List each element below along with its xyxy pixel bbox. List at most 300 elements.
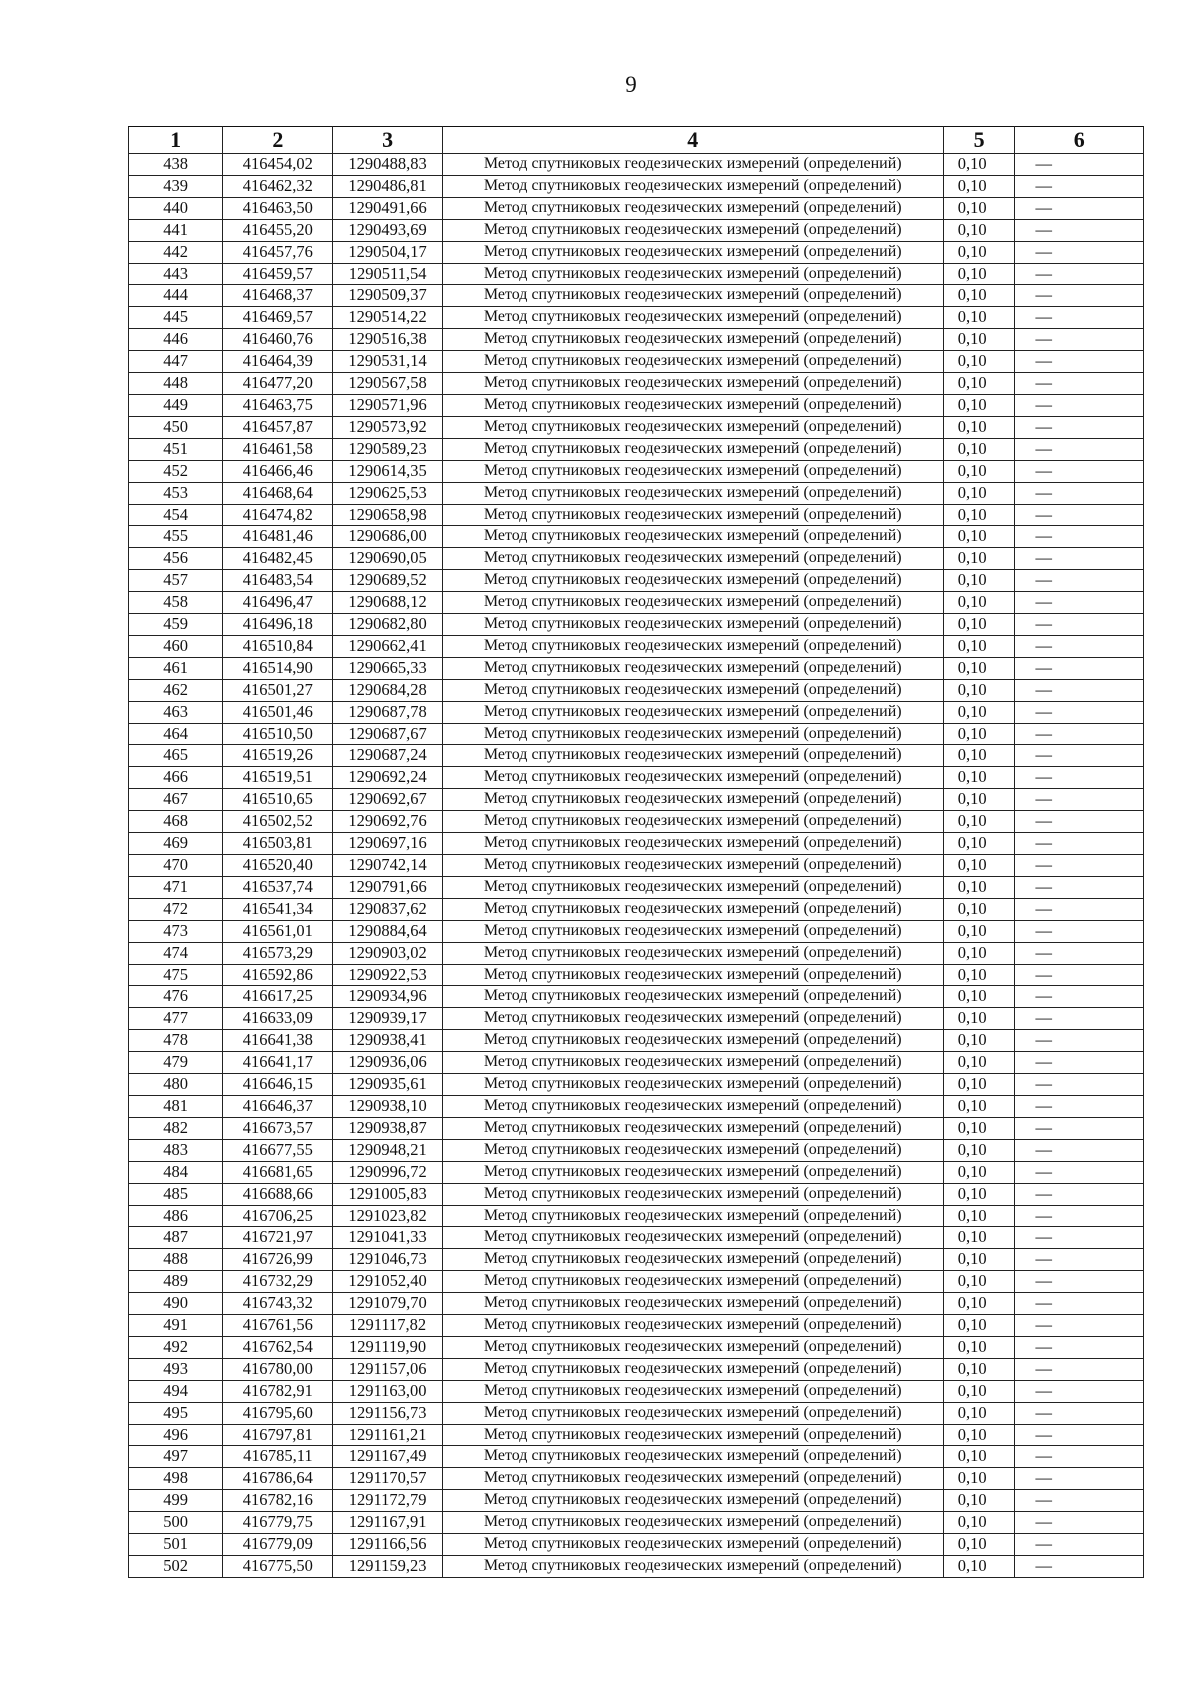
formula-cell: —: [1015, 898, 1144, 920]
header-col-5: 5: [943, 127, 1015, 154]
method-cell: Метод спутниковых геодезических измерений (определений): [442, 701, 943, 723]
y-coordinate-cell: 1291079,70: [333, 1293, 442, 1315]
precision-cell: 0,10: [943, 745, 1015, 767]
method-cell: Метод спутниковых геодезических измерений (определений): [442, 833, 943, 855]
x-coordinate-cell: 416469,57: [223, 307, 333, 329]
method-cell: Метод спутниковых геодезических измерений (определений): [442, 614, 943, 636]
formula-cell: —: [1015, 855, 1144, 877]
y-coordinate-cell: 1290682,80: [333, 614, 442, 636]
method-cell: Метод спутниковых геодезических измерений (определений): [442, 307, 943, 329]
header-col-3: 3: [333, 127, 442, 154]
precision-cell: 0,10: [943, 767, 1015, 789]
point-number-cell: 478: [129, 1030, 223, 1052]
y-coordinate-cell: 1291005,83: [333, 1183, 442, 1205]
precision-cell: 0,10: [943, 1424, 1015, 1446]
precision-cell: 0,10: [943, 1052, 1015, 1074]
method-cell: Метод спутниковых геодезических измерений (определений): [442, 1402, 943, 1424]
formula-cell: —: [1015, 482, 1144, 504]
x-coordinate-cell: 416780,00: [223, 1358, 333, 1380]
y-coordinate-cell: 1290514,22: [333, 307, 442, 329]
method-cell: Метод спутниковых геодезических измерений (определений): [442, 1117, 943, 1139]
point-number-cell: 495: [129, 1402, 223, 1424]
table-row: [129, 175, 1144, 197]
formula-cell: —: [1015, 986, 1144, 1008]
point-number-cell: 501: [129, 1534, 223, 1556]
x-coordinate-cell: 416573,29: [223, 942, 333, 964]
precision-cell: 0,10: [943, 1446, 1015, 1468]
formula-cell: —: [1015, 175, 1144, 197]
point-number-cell: 484: [129, 1161, 223, 1183]
precision-cell: 0,10: [943, 329, 1015, 351]
formula-cell: —: [1015, 1490, 1144, 1512]
y-coordinate-cell: 1290491,66: [333, 197, 442, 219]
formula-cell: —: [1015, 789, 1144, 811]
method-cell: Метод спутниковых геодезических измерений (определений): [442, 767, 943, 789]
method-cell: Метод спутниковых геодезических измерений (определений): [442, 329, 943, 351]
precision-cell: 0,10: [943, 679, 1015, 701]
y-coordinate-cell: 1290936,06: [333, 1052, 442, 1074]
table-row: [129, 548, 1144, 570]
point-number-cell: 494: [129, 1380, 223, 1402]
precision-cell: 0,10: [943, 723, 1015, 745]
x-coordinate-cell: 416457,76: [223, 241, 333, 263]
table-row: [129, 416, 1144, 438]
x-coordinate-cell: 416481,46: [223, 526, 333, 548]
x-coordinate-cell: 416510,84: [223, 635, 333, 657]
precision-cell: 0,10: [943, 197, 1015, 219]
y-coordinate-cell: 1290571,96: [333, 394, 442, 416]
method-cell: Метод спутниковых геодезических измерений (определений): [442, 745, 943, 767]
point-number-cell: 451: [129, 438, 223, 460]
x-coordinate-cell: 416743,32: [223, 1293, 333, 1315]
method-cell: Метод спутниковых геодезических измерений (определений): [442, 570, 943, 592]
y-coordinate-cell: 1290935,61: [333, 1074, 442, 1096]
method-cell: Метод спутниковых геодезических измерений (определений): [442, 1030, 943, 1052]
y-coordinate-cell: 1291167,91: [333, 1512, 442, 1534]
x-coordinate-cell: 416502,52: [223, 811, 333, 833]
table-row: [129, 1117, 1144, 1139]
y-coordinate-cell: 1290692,67: [333, 789, 442, 811]
table-row: [129, 1358, 1144, 1380]
point-number-cell: 473: [129, 920, 223, 942]
formula-cell: —: [1015, 1512, 1144, 1534]
method-cell: Метод спутниковых геодезических измерений (определений): [442, 635, 943, 657]
point-number-cell: 464: [129, 723, 223, 745]
x-coordinate-cell: 416782,16: [223, 1490, 333, 1512]
formula-cell: —: [1015, 767, 1144, 789]
precision-cell: 0,10: [943, 1074, 1015, 1096]
x-coordinate-cell: 416463,50: [223, 197, 333, 219]
y-coordinate-cell: 1291167,49: [333, 1446, 442, 1468]
method-cell: Метод спутниковых геодезических измерений (определений): [442, 1205, 943, 1227]
table-row: [129, 570, 1144, 592]
method-cell: Метод спутниковых геодезических измерений (определений): [442, 964, 943, 986]
x-coordinate-cell: 416721,97: [223, 1227, 333, 1249]
table-row: [129, 964, 1144, 986]
y-coordinate-cell: 1290938,87: [333, 1117, 442, 1139]
table-row: [129, 526, 1144, 548]
table-row: [129, 833, 1144, 855]
table-row: [129, 1095, 1144, 1117]
point-number-cell: 502: [129, 1556, 223, 1578]
method-cell: Метод спутниковых геодезических измерений (определений): [442, 920, 943, 942]
x-coordinate-cell: 416468,37: [223, 285, 333, 307]
method-cell: Метод спутниковых геодезических измерений (определений): [442, 219, 943, 241]
formula-cell: —: [1015, 307, 1144, 329]
method-cell: Метод спутниковых геодезических измерений (определений): [442, 986, 943, 1008]
formula-cell: —: [1015, 1336, 1144, 1358]
table-row: [129, 745, 1144, 767]
method-cell: Метод спутниковых геодезических измерений (определений): [442, 723, 943, 745]
precision-cell: 0,10: [943, 351, 1015, 373]
table-row: [129, 460, 1144, 482]
method-cell: Метод спутниковых геодезических измерений (определений): [442, 1315, 943, 1337]
precision-cell: 0,10: [943, 1183, 1015, 1205]
x-coordinate-cell: 416641,17: [223, 1052, 333, 1074]
y-coordinate-cell: 1290686,00: [333, 526, 442, 548]
method-cell: Метод спутниковых геодезических измерений (определений): [442, 1556, 943, 1578]
point-number-cell: 498: [129, 1468, 223, 1490]
formula-cell: —: [1015, 373, 1144, 395]
formula-cell: —: [1015, 351, 1144, 373]
formula-cell: —: [1015, 942, 1144, 964]
x-coordinate-cell: 416519,26: [223, 745, 333, 767]
y-coordinate-cell: 1290531,14: [333, 351, 442, 373]
precision-cell: 0,10: [943, 1512, 1015, 1534]
y-coordinate-cell: 1290791,66: [333, 876, 442, 898]
point-number-cell: 470: [129, 855, 223, 877]
formula-cell: —: [1015, 1117, 1144, 1139]
precision-cell: 0,10: [943, 241, 1015, 263]
formula-cell: —: [1015, 1293, 1144, 1315]
method-cell: Метод спутниковых геодезических измерений (определений): [442, 1534, 943, 1556]
x-coordinate-cell: 416537,74: [223, 876, 333, 898]
method-cell: Метод спутниковых геодезических измерений (определений): [442, 394, 943, 416]
method-cell: Метод спутниковых геодезических измерений (определений): [442, 504, 943, 526]
formula-cell: —: [1015, 1074, 1144, 1096]
method-cell: Метод спутниковых геодезических измерений (определений): [442, 679, 943, 701]
point-number-cell: 457: [129, 570, 223, 592]
formula-cell: —: [1015, 285, 1144, 307]
precision-cell: 0,10: [943, 1358, 1015, 1380]
header-col-4: 4: [442, 127, 943, 154]
method-cell: Метод спутниковых геодезических измерений (определений): [442, 1008, 943, 1030]
precision-cell: 0,10: [943, 154, 1015, 176]
header-col-6: 6: [1015, 127, 1144, 154]
point-number-cell: 474: [129, 942, 223, 964]
precision-cell: 0,10: [943, 1380, 1015, 1402]
table-row: [129, 920, 1144, 942]
point-number-cell: 477: [129, 1008, 223, 1030]
table-row: [129, 898, 1144, 920]
formula-cell: —: [1015, 1008, 1144, 1030]
method-cell: Метод спутниковых геодезических измерений (определений): [442, 263, 943, 285]
formula-cell: —: [1015, 263, 1144, 285]
formula-cell: —: [1015, 833, 1144, 855]
precision-cell: 0,10: [943, 657, 1015, 679]
point-number-cell: 482: [129, 1117, 223, 1139]
y-coordinate-cell: 1290687,24: [333, 745, 442, 767]
y-coordinate-cell: 1291117,82: [333, 1315, 442, 1337]
x-coordinate-cell: 416496,47: [223, 592, 333, 614]
precision-cell: 0,10: [943, 898, 1015, 920]
x-coordinate-cell: 416726,99: [223, 1249, 333, 1271]
formula-cell: —: [1015, 1183, 1144, 1205]
x-coordinate-cell: 416681,65: [223, 1161, 333, 1183]
formula-cell: —: [1015, 614, 1144, 636]
method-cell: Метод спутниковых геодезических измерений (определений): [442, 1095, 943, 1117]
table-header-row: [129, 127, 1144, 154]
table-row: [129, 1446, 1144, 1468]
y-coordinate-cell: 1290690,05: [333, 548, 442, 570]
y-coordinate-cell: 1290614,35: [333, 460, 442, 482]
y-coordinate-cell: 1290939,17: [333, 1008, 442, 1030]
table-row: [129, 767, 1144, 789]
precision-cell: 0,10: [943, 1205, 1015, 1227]
x-coordinate-cell: 416592,86: [223, 964, 333, 986]
precision-cell: 0,10: [943, 701, 1015, 723]
page-number: 9: [625, 72, 637, 97]
formula-cell: —: [1015, 1424, 1144, 1446]
x-coordinate-cell: 416462,32: [223, 175, 333, 197]
table-row: [129, 1315, 1144, 1337]
y-coordinate-cell: 1290689,52: [333, 570, 442, 592]
method-cell: Метод спутниковых геодезических измерений (определений): [442, 285, 943, 307]
method-cell: Метод спутниковых геодезических измерений (определений): [442, 1052, 943, 1074]
method-cell: Метод спутниковых геодезических измерений (определений): [442, 1424, 943, 1446]
table-row: [129, 1205, 1144, 1227]
y-coordinate-cell: 1291163,00: [333, 1380, 442, 1402]
precision-cell: 0,10: [943, 1315, 1015, 1337]
point-number-cell: 469: [129, 833, 223, 855]
point-number-cell: 492: [129, 1336, 223, 1358]
y-coordinate-cell: 1290837,62: [333, 898, 442, 920]
table-row: [129, 811, 1144, 833]
table-row: [129, 1293, 1144, 1315]
method-cell: Метод спутниковых геодезических измерений (определений): [442, 1490, 943, 1512]
precision-cell: 0,10: [943, 394, 1015, 416]
precision-cell: 0,10: [943, 635, 1015, 657]
x-coordinate-cell: 416457,87: [223, 416, 333, 438]
table-row: [129, 1556, 1144, 1578]
point-number-cell: 467: [129, 789, 223, 811]
table-row: [129, 1271, 1144, 1293]
table-row: [129, 197, 1144, 219]
table-row: [129, 855, 1144, 877]
x-coordinate-cell: 416503,81: [223, 833, 333, 855]
formula-cell: —: [1015, 416, 1144, 438]
formula-cell: —: [1015, 964, 1144, 986]
formula-cell: —: [1015, 1161, 1144, 1183]
y-coordinate-cell: 1291166,56: [333, 1534, 442, 1556]
formula-cell: —: [1015, 526, 1144, 548]
x-coordinate-cell: 416782,91: [223, 1380, 333, 1402]
y-coordinate-cell: 1291046,73: [333, 1249, 442, 1271]
x-coordinate-cell: 416779,75: [223, 1512, 333, 1534]
x-coordinate-cell: 416455,20: [223, 219, 333, 241]
y-coordinate-cell: 1290511,54: [333, 263, 442, 285]
x-coordinate-cell: 416795,60: [223, 1402, 333, 1424]
formula-cell: —: [1015, 1095, 1144, 1117]
y-coordinate-cell: 1291156,73: [333, 1402, 442, 1424]
y-coordinate-cell: 1290567,58: [333, 373, 442, 395]
table-row: [129, 1161, 1144, 1183]
table-row: [129, 1490, 1144, 1512]
x-coordinate-cell: 416496,18: [223, 614, 333, 636]
y-coordinate-cell: 1290625,53: [333, 482, 442, 504]
point-number-cell: 479: [129, 1052, 223, 1074]
table-row: [129, 1380, 1144, 1402]
precision-cell: 0,10: [943, 175, 1015, 197]
x-coordinate-cell: 416459,57: [223, 263, 333, 285]
x-coordinate-cell: 416514,90: [223, 657, 333, 679]
x-coordinate-cell: 416762,54: [223, 1336, 333, 1358]
formula-cell: —: [1015, 1315, 1144, 1337]
point-number-cell: 485: [129, 1183, 223, 1205]
x-coordinate-cell: 416501,27: [223, 679, 333, 701]
x-coordinate-cell: 416561,01: [223, 920, 333, 942]
precision-cell: 0,10: [943, 1095, 1015, 1117]
y-coordinate-cell: 1290684,28: [333, 679, 442, 701]
x-coordinate-cell: 416706,25: [223, 1205, 333, 1227]
table-row: [129, 679, 1144, 701]
method-cell: Метод спутниковых геодезических измерений (определений): [442, 154, 943, 176]
method-cell: Метод спутниковых геодезических измерений (определений): [442, 482, 943, 504]
point-number-cell: 462: [129, 679, 223, 701]
point-number-cell: 491: [129, 1315, 223, 1337]
table-row: [129, 1534, 1144, 1556]
x-coordinate-cell: 416688,66: [223, 1183, 333, 1205]
table-row: [129, 876, 1144, 898]
formula-cell: —: [1015, 548, 1144, 570]
formula-cell: —: [1015, 876, 1144, 898]
x-coordinate-cell: 416786,64: [223, 1468, 333, 1490]
y-coordinate-cell: 1290687,78: [333, 701, 442, 723]
method-cell: Метод спутниковых геодезических измерений (определений): [442, 416, 943, 438]
point-number-cell: 439: [129, 175, 223, 197]
formula-cell: —: [1015, 1358, 1144, 1380]
precision-cell: 0,10: [943, 1161, 1015, 1183]
y-coordinate-cell: 1291170,57: [333, 1468, 442, 1490]
table-body: [129, 154, 1144, 1578]
formula-cell: —: [1015, 657, 1144, 679]
point-number-cell: 458: [129, 592, 223, 614]
x-coordinate-cell: 416461,58: [223, 438, 333, 460]
table-row: [129, 285, 1144, 307]
table-row: [129, 657, 1144, 679]
coordinates-table: [128, 126, 1144, 1578]
x-coordinate-cell: 416673,57: [223, 1117, 333, 1139]
method-cell: Метод спутниковых геодезических измерений (определений): [442, 1183, 943, 1205]
y-coordinate-cell: 1290948,21: [333, 1139, 442, 1161]
y-coordinate-cell: 1291041,33: [333, 1227, 442, 1249]
formula-cell: —: [1015, 197, 1144, 219]
point-number-cell: 487: [129, 1227, 223, 1249]
x-coordinate-cell: 416464,39: [223, 351, 333, 373]
y-coordinate-cell: 1290573,92: [333, 416, 442, 438]
formula-cell: —: [1015, 219, 1144, 241]
formula-cell: —: [1015, 811, 1144, 833]
method-cell: Метод спутниковых геодезических измерений (определений): [442, 876, 943, 898]
method-cell: Метод спутниковых геодезических измерений (определений): [442, 942, 943, 964]
x-coordinate-cell: 416732,29: [223, 1271, 333, 1293]
point-number-cell: 486: [129, 1205, 223, 1227]
precision-cell: 0,10: [943, 1556, 1015, 1578]
y-coordinate-cell: 1291172,79: [333, 1490, 442, 1512]
precision-cell: 0,10: [943, 1139, 1015, 1161]
point-number-cell: 476: [129, 986, 223, 1008]
x-coordinate-cell: 416501,46: [223, 701, 333, 723]
formula-cell: —: [1015, 701, 1144, 723]
y-coordinate-cell: 1291159,23: [333, 1556, 442, 1578]
formula-cell: —: [1015, 1468, 1144, 1490]
method-cell: Метод спутниковых геодезических измерений (определений): [442, 1468, 943, 1490]
y-coordinate-cell: 1291157,06: [333, 1358, 442, 1380]
point-number-cell: 453: [129, 482, 223, 504]
table-row: [129, 1249, 1144, 1271]
table-row: [129, 614, 1144, 636]
method-cell: Метод спутниковых геодезических измерений (определений): [442, 241, 943, 263]
method-cell: Метод спутниковых геодезических измерений (определений): [442, 175, 943, 197]
formula-cell: —: [1015, 1380, 1144, 1402]
x-coordinate-cell: 416761,56: [223, 1315, 333, 1337]
method-cell: Метод спутниковых геодезических измерений (определений): [442, 197, 943, 219]
header-col-1: 1: [129, 127, 223, 154]
method-cell: Метод спутниковых геодезических измерений (определений): [442, 438, 943, 460]
point-number-cell: 471: [129, 876, 223, 898]
point-number-cell: 445: [129, 307, 223, 329]
method-cell: Метод спутниковых геодезических измерений (определений): [442, 1139, 943, 1161]
point-number-cell: 459: [129, 614, 223, 636]
table-row: [129, 1227, 1144, 1249]
formula-cell: —: [1015, 1052, 1144, 1074]
precision-cell: 0,10: [943, 1227, 1015, 1249]
table-row: [129, 329, 1144, 351]
table-row: [129, 351, 1144, 373]
point-number-cell: 465: [129, 745, 223, 767]
formula-cell: —: [1015, 438, 1144, 460]
precision-cell: 0,10: [943, 1490, 1015, 1512]
formula-cell: —: [1015, 1446, 1144, 1468]
precision-cell: 0,10: [943, 1293, 1015, 1315]
point-number-cell: 468: [129, 811, 223, 833]
table-row: [129, 1074, 1144, 1096]
point-number-cell: 496: [129, 1424, 223, 1446]
table-row: [129, 263, 1144, 285]
method-cell: Метод спутниковых геодезических измерений (определений): [442, 1380, 943, 1402]
table-row: [129, 986, 1144, 1008]
precision-cell: 0,10: [943, 1030, 1015, 1052]
x-coordinate-cell: 416797,81: [223, 1424, 333, 1446]
table-row: [129, 307, 1144, 329]
precision-cell: 0,10: [943, 504, 1015, 526]
point-number-cell: 461: [129, 657, 223, 679]
y-coordinate-cell: 1291023,82: [333, 1205, 442, 1227]
precision-cell: 0,10: [943, 592, 1015, 614]
formula-cell: —: [1015, 1271, 1144, 1293]
method-cell: Метод спутниковых геодезических измерений (определений): [442, 1161, 943, 1183]
x-coordinate-cell: 416785,11: [223, 1446, 333, 1468]
formula-cell: —: [1015, 1556, 1144, 1578]
method-cell: Метод спутниковых геодезических измерений (определений): [442, 898, 943, 920]
formula-cell: —: [1015, 241, 1144, 263]
precision-cell: 0,10: [943, 833, 1015, 855]
formula-cell: —: [1015, 1205, 1144, 1227]
y-coordinate-cell: 1290488,83: [333, 154, 442, 176]
point-number-cell: 455: [129, 526, 223, 548]
y-coordinate-cell: 1290665,33: [333, 657, 442, 679]
precision-cell: 0,10: [943, 855, 1015, 877]
